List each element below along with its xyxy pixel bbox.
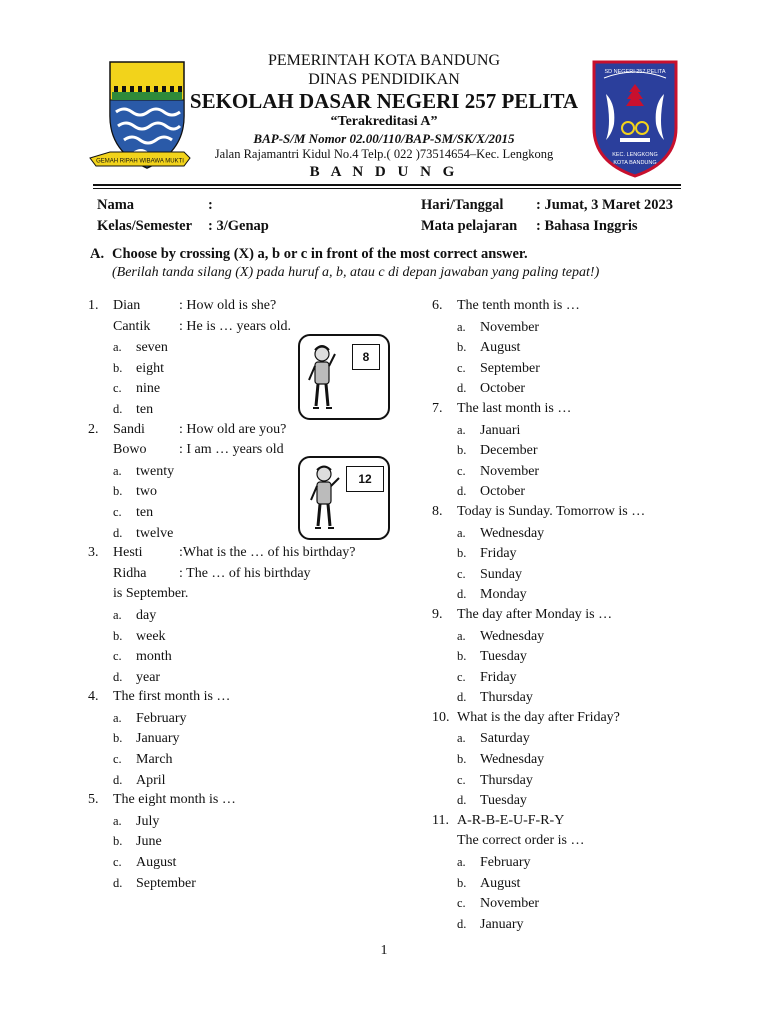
answer-option bbox=[432, 852, 742, 873]
question-text: A-R-B-E-U-F-R-Y bbox=[457, 812, 565, 828]
answer-option bbox=[432, 481, 742, 502]
answer-option bbox=[432, 626, 742, 647]
kelas-label: Kelas/Semester bbox=[97, 218, 193, 234]
option-text: July bbox=[136, 813, 160, 829]
option-letter: a. bbox=[457, 525, 466, 540]
speaker-name: Ridha bbox=[113, 565, 147, 581]
answer-option bbox=[88, 728, 398, 749]
option-text: twenty bbox=[136, 463, 175, 479]
speaker-name: Cantik bbox=[113, 318, 151, 334]
option-letter: a. bbox=[457, 855, 466, 870]
option-text: eight bbox=[136, 360, 164, 376]
question-number: 10. bbox=[432, 709, 450, 725]
option-text: January bbox=[136, 731, 180, 747]
option-text: August bbox=[480, 340, 521, 356]
option-text: Saturday bbox=[480, 731, 530, 747]
question-text: What is the day after Friday? bbox=[457, 709, 620, 725]
left-logo-ribbon-text: GEMAH RIPAH WIBAWA MUKTI bbox=[96, 158, 184, 165]
option-letter: c. bbox=[457, 772, 466, 787]
question-row bbox=[88, 296, 398, 317]
option-text: Sunday bbox=[480, 566, 522, 582]
question-number: 3. bbox=[88, 545, 99, 561]
option-text: Tuesday bbox=[480, 793, 527, 809]
option-letter: b. bbox=[457, 443, 467, 458]
question-row bbox=[432, 811, 742, 832]
option-text: November bbox=[480, 896, 540, 912]
option-text: September bbox=[480, 360, 540, 376]
question-number: 1. bbox=[88, 298, 99, 313]
mapel-label: Mata pelajaran bbox=[421, 218, 518, 234]
option-letter: d. bbox=[457, 690, 467, 705]
option-letter: c. bbox=[113, 752, 122, 767]
question-row bbox=[432, 502, 742, 523]
option-letter: d. bbox=[113, 875, 123, 890]
header-divider-thick bbox=[93, 184, 681, 186]
answer-option bbox=[432, 523, 742, 544]
hari-value: : Jumat, 3 Maret 2023 bbox=[536, 197, 674, 213]
answer-option bbox=[432, 667, 742, 688]
option-letter: b. bbox=[113, 628, 123, 643]
option-text: day bbox=[136, 607, 157, 623]
speaker-name: Sandi bbox=[113, 421, 145, 437]
answer-option bbox=[432, 420, 742, 441]
question-row bbox=[88, 790, 398, 811]
option-letter: c. bbox=[113, 504, 122, 519]
option-letter: c. bbox=[457, 566, 466, 581]
option-letter: b. bbox=[457, 649, 467, 664]
option-letter: a. bbox=[113, 710, 122, 725]
option-letter: b. bbox=[113, 360, 123, 375]
option-text: two bbox=[136, 484, 157, 500]
question-continuation bbox=[432, 831, 742, 852]
question-2-picture bbox=[298, 456, 390, 540]
option-letter: a. bbox=[113, 813, 122, 828]
option-letter: b. bbox=[457, 546, 467, 561]
question-number: 2. bbox=[88, 421, 99, 437]
answer-option bbox=[432, 749, 742, 770]
answer-option bbox=[88, 873, 398, 894]
header-accreditation: “Terakreditasi A” bbox=[330, 114, 438, 129]
option-text: ten bbox=[136, 504, 154, 520]
question-number: 9. bbox=[432, 606, 443, 622]
option-text: year bbox=[136, 669, 161, 685]
dialog-text: : I am … years old bbox=[179, 442, 284, 458]
option-text: January bbox=[480, 916, 524, 932]
option-text: April bbox=[136, 772, 166, 788]
question-row bbox=[432, 708, 742, 729]
answer-option bbox=[88, 852, 398, 873]
nama-colon: : bbox=[208, 197, 213, 213]
answer-option bbox=[432, 543, 742, 564]
option-letter: d. bbox=[113, 669, 123, 684]
speaker-name: Dian bbox=[113, 298, 141, 313]
option-letter: a. bbox=[457, 422, 466, 437]
section-a-instruction: Choose by crossing (X) a, b or c in front of the most correct answer. bbox=[112, 246, 528, 262]
option-letter: d. bbox=[113, 525, 123, 540]
question-continuation bbox=[88, 584, 398, 605]
option-text: Tuesday bbox=[480, 649, 527, 665]
header-address: Jalan Rajamantri Kidul No.4 Telp.( 022 )73514654–Kec. Lengkong bbox=[214, 147, 554, 161]
question-number: 11. bbox=[432, 812, 449, 828]
question-text: Today is Sunday. Tomorrow is … bbox=[457, 503, 646, 519]
option-text: Wednesday bbox=[480, 628, 545, 644]
answer-option bbox=[432, 873, 742, 894]
question-row bbox=[432, 399, 742, 420]
answer-option bbox=[432, 337, 742, 358]
answer-option bbox=[432, 770, 742, 791]
question-number: 5. bbox=[88, 792, 99, 808]
option-letter: c. bbox=[457, 360, 466, 375]
option-letter: b. bbox=[457, 875, 467, 890]
option-letter: d. bbox=[457, 793, 467, 808]
question-row bbox=[432, 296, 742, 317]
answer-option bbox=[432, 790, 742, 811]
question-text: The first month is … bbox=[113, 689, 231, 705]
header-department: DINAS PENDIDIKAN bbox=[308, 71, 460, 88]
answer-option bbox=[432, 317, 742, 338]
section-a-letter: A. bbox=[90, 246, 105, 262]
option-text: February bbox=[480, 855, 531, 871]
option-letter: b. bbox=[457, 340, 467, 355]
question-row bbox=[88, 420, 398, 441]
option-text: March bbox=[136, 752, 173, 768]
option-text: October bbox=[480, 381, 526, 397]
option-text: Wednesday bbox=[480, 752, 545, 768]
answer-option bbox=[432, 646, 742, 667]
question-number: 7. bbox=[432, 400, 443, 416]
kelas-value: : 3/Genap bbox=[208, 218, 269, 234]
option-text: November bbox=[480, 463, 540, 479]
option-text: August bbox=[480, 875, 521, 891]
option-text: August bbox=[136, 855, 177, 871]
nama-label: Nama bbox=[97, 197, 135, 213]
header-city: B A N D U N G bbox=[309, 164, 459, 180]
option-letter: a. bbox=[457, 628, 466, 643]
question-2-number-card: 12 bbox=[346, 466, 384, 492]
option-letter: a. bbox=[457, 319, 466, 334]
option-letter: d. bbox=[457, 587, 467, 602]
option-letter: d. bbox=[113, 772, 123, 787]
question-number: 8. bbox=[432, 503, 443, 519]
option-letter: b. bbox=[113, 484, 123, 499]
option-letter: d. bbox=[457, 381, 467, 396]
dialog-text: :What is the … of his birthday? bbox=[179, 545, 356, 561]
option-text: Monday bbox=[480, 587, 527, 603]
section-a-instruction-indonesian: (Berilah tanda silang (X) pada huruf a, b, atau c di depan jawaban yang paling tepat!) bbox=[112, 265, 600, 280]
option-text: twelve bbox=[136, 525, 174, 541]
header-government: PEMERINTAH KOTA BANDUNG bbox=[267, 52, 501, 69]
dialog-row bbox=[88, 564, 398, 585]
answer-option bbox=[88, 749, 398, 770]
option-text: ten bbox=[136, 401, 154, 417]
option-letter: b. bbox=[113, 834, 123, 849]
header-bap: BAP-S/M Nomor 02.00/110/BAP-SM/SK/X/2015 bbox=[253, 131, 515, 146]
right-logo-bottom-text-2: KOTA BANDUNG bbox=[613, 160, 657, 166]
page-number: 1 bbox=[380, 943, 388, 958]
option-letter: c. bbox=[457, 896, 466, 911]
dialog-text: : How old are you? bbox=[179, 421, 287, 437]
answer-option bbox=[432, 358, 742, 379]
option-text: Wednesday bbox=[480, 525, 545, 541]
question-text: is September. bbox=[113, 586, 189, 602]
option-letter: a. bbox=[113, 463, 122, 478]
option-text: month bbox=[136, 649, 172, 665]
option-text: September bbox=[136, 875, 196, 891]
question-text: The last month is … bbox=[457, 400, 572, 416]
question-row bbox=[432, 605, 742, 626]
answer-option bbox=[432, 584, 742, 605]
question-number: 4. bbox=[88, 689, 99, 705]
question-text: The eight month is … bbox=[113, 792, 236, 808]
mapel-value: : Bahasa Inggris bbox=[536, 218, 638, 234]
answer-option bbox=[88, 646, 398, 667]
answer-option bbox=[432, 564, 742, 585]
option-letter: a. bbox=[113, 340, 122, 355]
option-letter: d. bbox=[457, 916, 467, 931]
option-letter: c. bbox=[113, 649, 122, 664]
answer-option bbox=[88, 667, 398, 688]
option-text: Thursday bbox=[480, 690, 533, 706]
answer-option bbox=[88, 626, 398, 647]
right-logo-top-text: SD NEGERI 257 PELITA bbox=[604, 69, 666, 75]
header-divider-thin bbox=[93, 188, 681, 189]
option-text: February bbox=[136, 710, 187, 726]
answer-option bbox=[88, 770, 398, 791]
answer-option bbox=[432, 440, 742, 461]
section-a-heading bbox=[90, 246, 528, 263]
answer-option bbox=[88, 708, 398, 729]
hari-label: Hari/Tanggal bbox=[421, 197, 504, 213]
option-letter: c. bbox=[113, 381, 122, 396]
option-text: November bbox=[480, 319, 540, 335]
answer-option bbox=[88, 831, 398, 852]
option-text: Friday bbox=[480, 669, 517, 685]
option-text: nine bbox=[136, 381, 161, 397]
option-letter: c. bbox=[457, 669, 466, 684]
option-text: June bbox=[136, 834, 162, 850]
dialog-text: : How old is she? bbox=[179, 298, 277, 313]
option-text: Januari bbox=[480, 422, 521, 438]
option-letter: d. bbox=[457, 484, 467, 499]
question-row bbox=[88, 543, 398, 564]
option-letter: b. bbox=[113, 731, 123, 746]
answer-option bbox=[88, 605, 398, 626]
option-letter: c. bbox=[457, 463, 466, 478]
answer-option bbox=[432, 461, 742, 482]
option-text: Thursday bbox=[480, 772, 533, 788]
question-text: The tenth month is … bbox=[457, 298, 580, 313]
option-letter: a. bbox=[457, 731, 466, 746]
answer-option bbox=[432, 893, 742, 914]
option-letter: a. bbox=[113, 607, 122, 622]
option-letter: d. bbox=[113, 401, 123, 416]
dialog-text: : He is … years old. bbox=[179, 318, 291, 334]
option-text: seven bbox=[136, 340, 168, 356]
option-letter: b. bbox=[457, 752, 467, 767]
question-1-number-card: 8 bbox=[352, 344, 380, 370]
dialog-text: : The … of his birthday bbox=[179, 565, 311, 581]
answer-option bbox=[88, 811, 398, 832]
answer-option bbox=[432, 728, 742, 749]
right-logo-bottom-text-1: KEC. LENGKONG bbox=[612, 152, 658, 158]
option-letter: c. bbox=[113, 855, 122, 870]
answer-option bbox=[432, 378, 742, 399]
answer-option bbox=[432, 914, 742, 935]
option-text: Friday bbox=[480, 546, 517, 562]
option-text: December bbox=[480, 443, 538, 459]
answer-option bbox=[432, 687, 742, 708]
question-row bbox=[88, 687, 398, 708]
option-text: week bbox=[136, 628, 166, 644]
question-1-picture bbox=[298, 334, 390, 420]
question-text: The correct order is … bbox=[457, 833, 585, 849]
question-text: The day after Monday is … bbox=[457, 606, 613, 622]
questions-right-column bbox=[432, 296, 742, 934]
header-school-name: SEKOLAH DASAR NEGERI 257 PELITA bbox=[189, 89, 579, 113]
speaker-name: Hesti bbox=[113, 545, 143, 561]
speaker-name: Bowo bbox=[113, 442, 147, 458]
option-text: October bbox=[480, 484, 526, 500]
question-number: 6. bbox=[432, 298, 443, 313]
